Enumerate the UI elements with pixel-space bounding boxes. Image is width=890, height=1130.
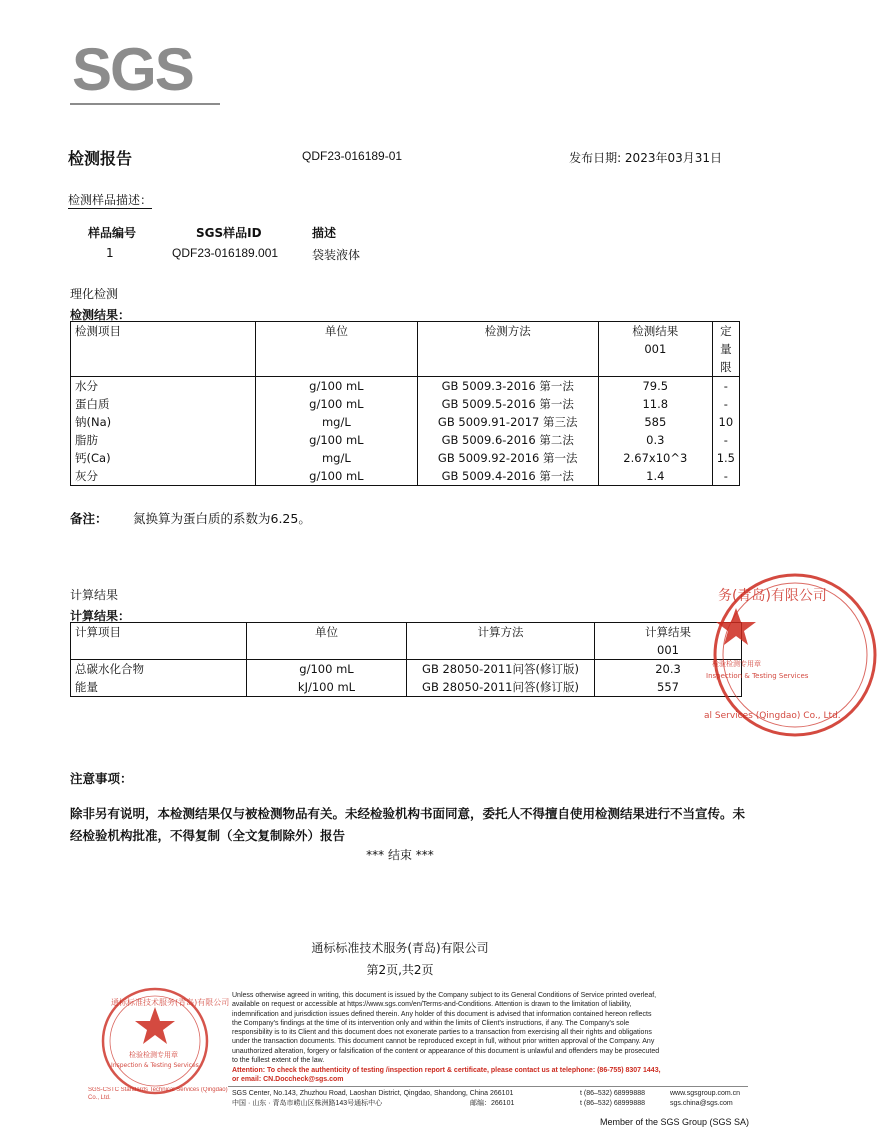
- item-method: GB 5009.91-2017 第三法: [417, 413, 598, 431]
- physchem-table: [70, 321, 740, 486]
- sample-id: QDF23-016189.001: [172, 246, 279, 260]
- calc-item-unit: kJ/100 mL: [247, 678, 407, 697]
- calc-item-method: GB 28050-2011问答(修订版): [407, 660, 595, 679]
- calc-section-title: 计算结果: [70, 588, 119, 602]
- table-row: [71, 377, 740, 396]
- item-result: 11.8: [598, 395, 712, 413]
- item-name: 灰分: [75, 469, 98, 483]
- item-unit: g/100 mL: [256, 377, 417, 396]
- footer-company: 通标标准技术服务(青岛)有限公司: [311, 941, 489, 955]
- item-result: 2.67x10^3: [598, 449, 712, 467]
- notice-body: 除非另有说明，本检测结果仅与被检测物品有关。未经检验机构书面同意，委托人不得擅自使用检测结果进行不当宣传。未经检验机构批准，不得复制（全文复制除外）报告: [70, 806, 746, 843]
- attention-line: Attention: To check the authenticity of testing /inspection report & certificate, please contact us at telephone: (86-755) 8307 1443,: [232, 1067, 661, 1074]
- item-method: GB 5009.3-2016 第一法: [417, 377, 598, 396]
- notice-title: 注意事项：: [70, 771, 133, 786]
- physchem-table-header: [71, 322, 740, 377]
- right-seal-stamp: [700, 570, 841, 740]
- remark-label: 备注：: [70, 511, 108, 526]
- postal-cn: 邮编：266101: [470, 1100, 515, 1107]
- table-row: [71, 449, 740, 467]
- phone-en: t (86–532) 68999888: [580, 1090, 645, 1097]
- item-loq: -: [712, 377, 739, 396]
- item-loq: -: [712, 395, 739, 413]
- disclaimer: Unless otherwise agreed in writing, this document is issued by the Company subject to its General Conditions of Service printed overleaf, available on request or accessible at https://www.sgs.com/en/Terms-and-Conditions. Attention is drawn to the limitation of liability, indemnification and jurisdiction issues defined therein. Any holder of this document is advised that information contained hereon reflects the Company's findings at the time of its intervention only and within the limits of Client's instructions, if any. The Company's sole responsibility is to its Client and this document does not exonerate parties to a transaction from exercising all their rights and obligations under the transaction documents. This document cannot be reproduced except in full, without prior written approval of the Company. Any unauthorized alteration, forgery or falsification of the content or appearance of this document is unlawful and offenders may be prosecuted to the fullest extent of the law.: [232, 992, 660, 1065]
- sample-header-no: 样品编号: [88, 226, 137, 240]
- item-unit: mg/L: [256, 449, 417, 467]
- sgs-logo: SGS: [72, 36, 193, 103]
- col-item: 检测项目: [71, 322, 256, 377]
- calc-result-id: 001: [657, 643, 679, 657]
- col-calc-result: 计算结果 001: [595, 623, 742, 660]
- report-number: QDF23-016189-01: [302, 149, 403, 163]
- right-seal-sub2: Inspection & Testing Services: [706, 672, 809, 680]
- col-unit: 单位: [256, 322, 417, 377]
- col-loq: 定量限: [712, 322, 739, 377]
- col-result: 检测结果 001: [598, 322, 712, 377]
- table-row: [71, 467, 740, 486]
- right-seal-sub1: 检验检测专用章: [712, 660, 761, 668]
- footer-divider: [228, 1086, 748, 1087]
- right-seal-sub3: al Services (Qingdao) Co., Ltd.: [704, 711, 841, 721]
- remark-text: 氮换算为蛋白质的系数为6.25。: [133, 511, 311, 526]
- sample-no: 1: [106, 246, 114, 260]
- attention-email: or email: CN.Doccheck@sgs.com: [232, 1076, 344, 1083]
- item-loq: 10: [712, 413, 739, 431]
- report-title: 检测报告: [68, 149, 133, 168]
- table-row: [71, 413, 740, 431]
- item-method: GB 5009.5-2016 第一法: [417, 395, 598, 413]
- result-id: 001: [644, 342, 667, 356]
- col-calc-item: 计算项目: [71, 623, 247, 660]
- table-row: [71, 395, 740, 413]
- item-name: 水分: [75, 379, 98, 393]
- phone-cn: t (86–532) 68999888: [580, 1100, 645, 1107]
- end-marker: *** 结束 ***: [366, 848, 434, 862]
- email-cn: sgs.china@sgs.com: [670, 1100, 733, 1107]
- col-method: 检测方法: [417, 322, 598, 377]
- issue-date: 发布日期: 2023年03月31日: [569, 151, 722, 165]
- calc-table: [70, 622, 742, 697]
- calc-item-unit: g/100 mL: [247, 660, 407, 679]
- sample-header-desc: 描述: [312, 226, 337, 240]
- item-method: GB 5009.6-2016 第二法: [417, 431, 598, 449]
- right-seal-text: 务(青岛)有限公司: [718, 588, 827, 604]
- left-seal-bottom: SGS-CSTC Standards Technical Services (Qingdao) Co., Ltd.: [88, 1087, 228, 1101]
- item-unit: g/100 mL: [256, 431, 417, 449]
- item-name: 钙(Ca): [75, 451, 111, 465]
- item-result: 1.4: [598, 467, 712, 486]
- left-seal-sub1: 检验检测专用章: [129, 1051, 178, 1059]
- address-en: SGS Center, No.143, Zhuzhou Road, Laoshan District, Qingdao, Shandong, China 266101: [232, 1090, 514, 1097]
- address-cn: 中国 · 山东 · 青岛市崂山区株洲路143号通标中心: [232, 1100, 383, 1107]
- page-number: 第2页,共2页: [366, 963, 434, 977]
- calc-item-method: GB 28050-2011问答(修订版): [407, 678, 595, 697]
- calc-item-result: 557: [595, 678, 742, 697]
- table-row: [71, 431, 740, 449]
- item-result: 585: [598, 413, 712, 431]
- item-unit: g/100 mL: [256, 395, 417, 413]
- member-line: Member of the SGS Group (SGS SA): [600, 1117, 750, 1127]
- item-loq: -: [712, 467, 739, 486]
- physchem-results-title: 检测结果：: [70, 308, 131, 322]
- table-row: [71, 678, 742, 697]
- col-calc-method: 计算方法: [407, 623, 595, 660]
- calc-results-title: 计算结果：: [70, 609, 131, 623]
- item-loq: 1.5: [712, 449, 739, 467]
- calc-table-header: [71, 623, 742, 660]
- item-name: 钠(Na): [75, 415, 112, 429]
- item-result: 79.5: [598, 377, 712, 396]
- sample-desc: 袋装液体: [312, 248, 361, 262]
- web-en: www.sgsgroup.com.cn: [670, 1090, 741, 1097]
- table-row: [71, 660, 742, 679]
- item-unit: mg/L: [256, 413, 417, 431]
- item-name: 脂肪: [75, 433, 98, 447]
- left-seal-sub2: Inspection & Testing Services: [111, 1062, 199, 1069]
- calc-item-result: 20.3: [595, 660, 742, 679]
- logo-underline: [70, 103, 220, 105]
- item-method: GB 5009.92-2016 第一法: [417, 449, 598, 467]
- sample-header-id: SGS样品ID: [196, 226, 262, 240]
- left-seal-ring: 通标标准技术服务(青岛)有限公司: [111, 998, 230, 1007]
- item-name: 蛋白质: [75, 397, 110, 411]
- sample-section-title: 检测样品描述：: [68, 193, 153, 207]
- calc-item-name: 总碳水化合物: [75, 662, 144, 676]
- item-unit: g/100 mL: [256, 467, 417, 486]
- calc-item-name: 能量: [75, 680, 98, 694]
- item-loq: -: [712, 431, 739, 449]
- physchem-section-title: 理化检测: [70, 287, 119, 301]
- col-calc-unit: 单位: [247, 623, 407, 660]
- item-method: GB 5009.4-2016 第一法: [417, 467, 598, 486]
- item-result: 0.3: [598, 431, 712, 449]
